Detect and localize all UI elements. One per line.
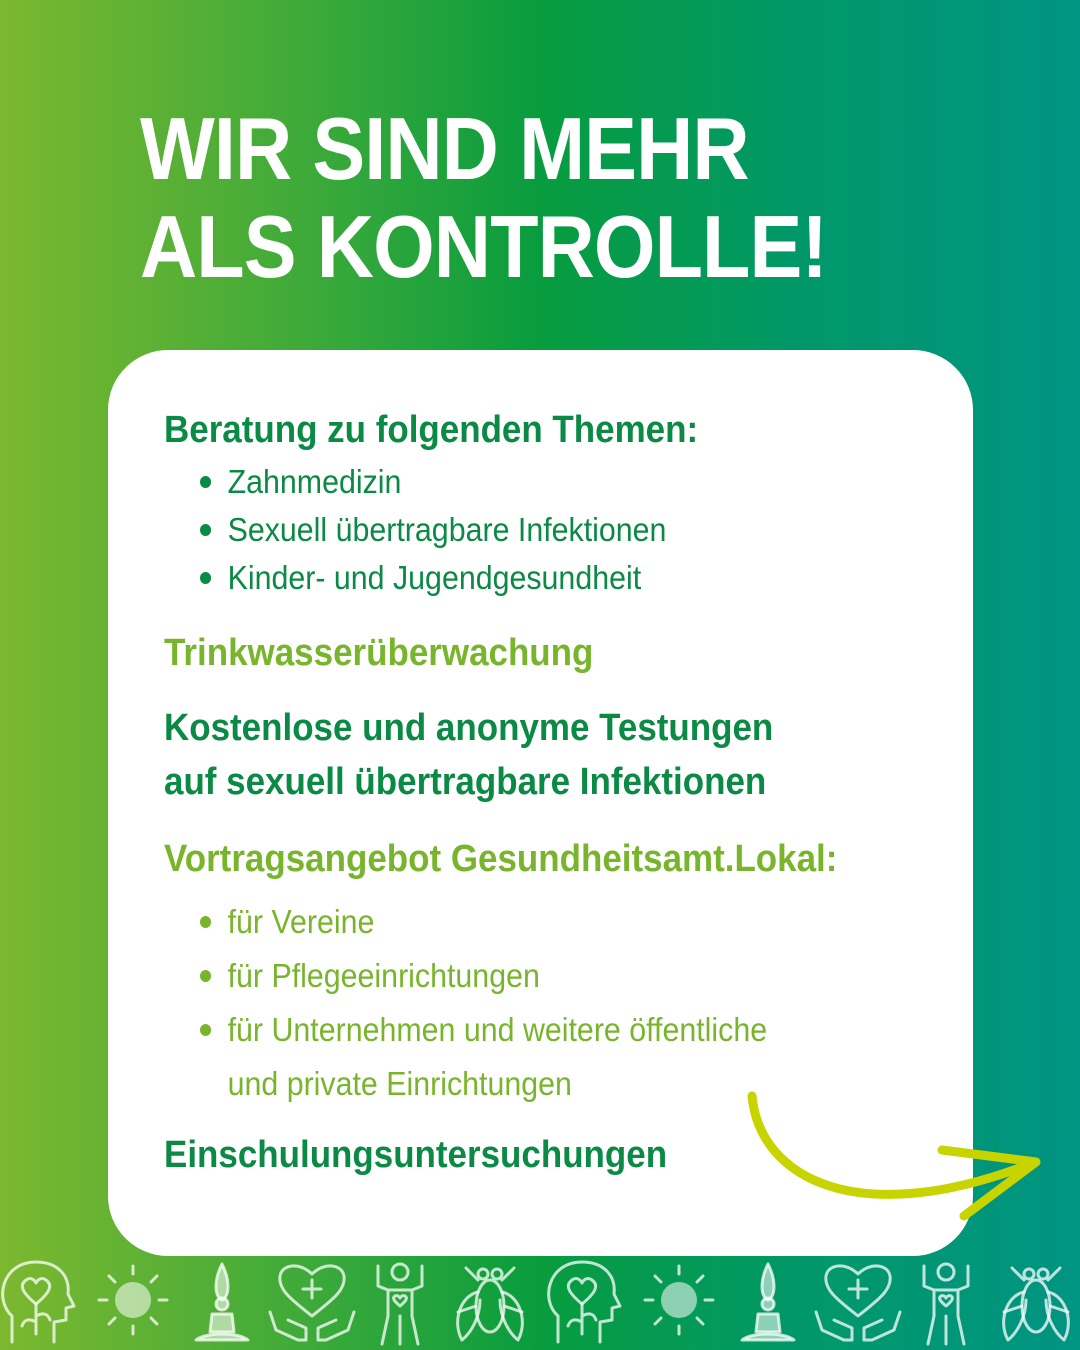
section-title-einschulung: Einschulungsuntersuchungen — [164, 1134, 668, 1176]
info-card — [108, 350, 973, 1256]
section-title-trinkwasser: Trinkwasserüberwachung — [164, 632, 594, 674]
fly-icon — [458, 1268, 523, 1340]
list-item: für Unternehmen und weitere öffentliche — [200, 1003, 874, 1057]
section-title-testungen-line-2: auf sexuell übertragbare Infektionen — [164, 761, 767, 803]
headline-line-2: ALS KONTROLLE! — [140, 197, 827, 296]
sun-icon — [99, 1266, 167, 1334]
list-item: Kinder- und Jugendgesundheit — [200, 554, 874, 602]
meditation-icon — [196, 1264, 248, 1340]
list-item-continuation: und private Einrichtungen — [227, 1065, 572, 1102]
section-title-vortragsangebot: Vortragsangebot Gesundheitsamt.Lokal: — [164, 838, 838, 880]
section-title-testungen-line-1: Kostenlose und anonyme Testungen — [164, 707, 774, 749]
head-heart-icon — [3, 1262, 74, 1342]
sun-icon — [645, 1266, 713, 1334]
headline-line-1: WIR SIND MEHR — [140, 99, 749, 198]
head-heart-icon — [549, 1262, 620, 1342]
meditation-icon — [742, 1264, 794, 1340]
hands-heart-cross-icon — [270, 1266, 354, 1340]
list-item: Sexuell übertragbare Infektionen — [200, 506, 874, 554]
headline — [140, 100, 827, 296]
strong-person-icon — [378, 1264, 422, 1344]
fly-icon — [1004, 1268, 1069, 1340]
list-item: für Pflegeeinrichtungen — [200, 949, 874, 1003]
list-item: Zahnmedizin — [200, 458, 874, 506]
list-item: für Vereine — [200, 895, 874, 949]
beratung-list — [164, 458, 933, 602]
strong-person-icon — [924, 1264, 968, 1344]
icon-strip — [0, 1256, 1080, 1350]
section-title-beratung: Beratung zu folgenden Themen: — [164, 409, 699, 451]
hands-heart-cross-icon — [816, 1266, 900, 1340]
vortrag-list — [164, 895, 933, 1111]
